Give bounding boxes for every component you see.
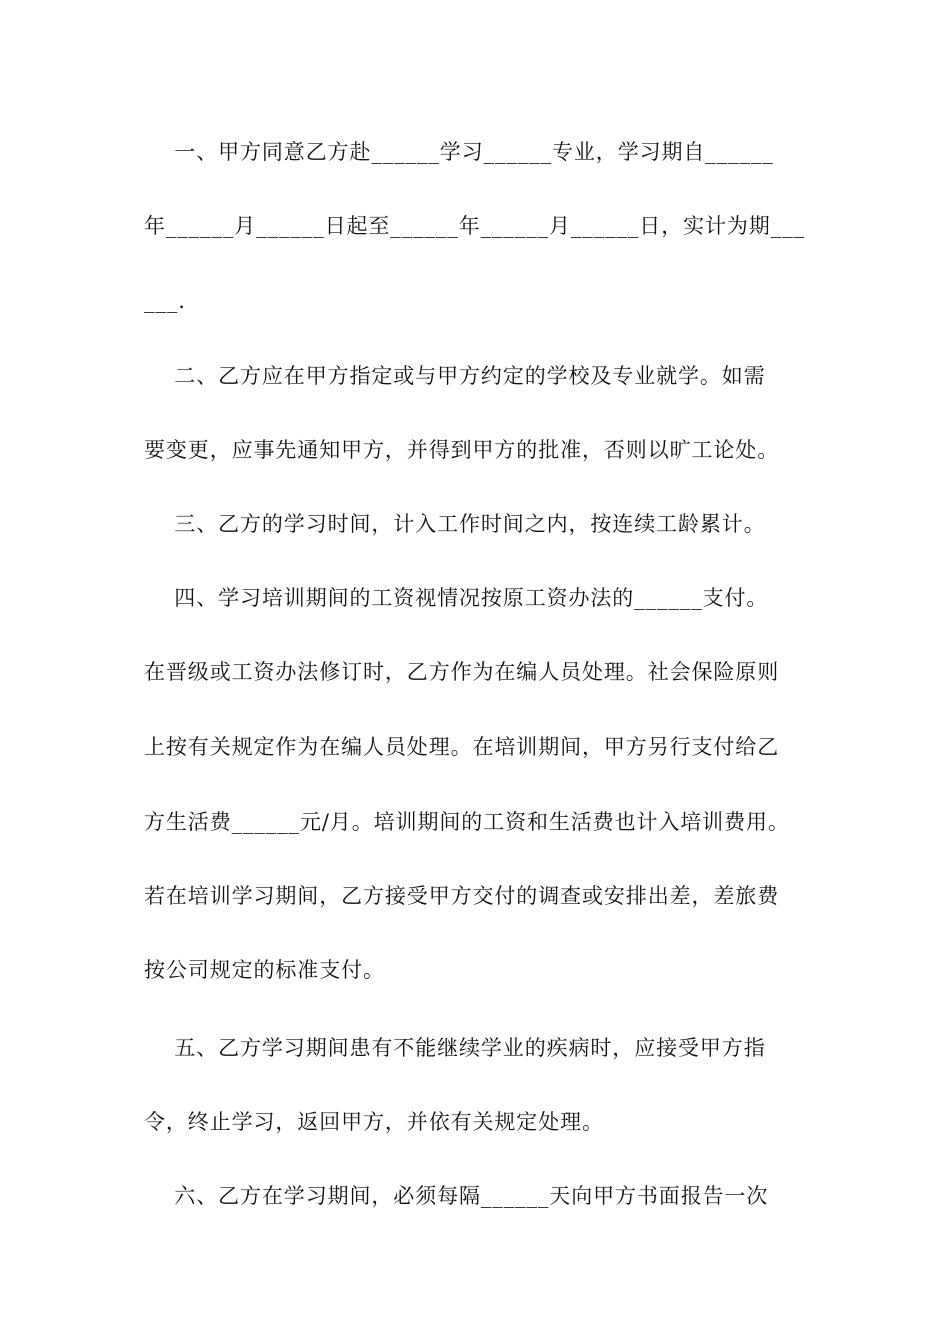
text-line: 一、甲方同意乙方赴______学习______专业，学习期自______ — [144, 140, 774, 164]
text-line: 在晋级或工资办法修订时，乙方作为在编人员处理。社会保险原则 — [144, 660, 780, 684]
text-line: 方生活费______元/月。培训期间的工资和生活费也计入培训费用。 — [144, 810, 790, 834]
text-line: 年______月______日起至______年______月______日，实计为期___ — [144, 214, 805, 238]
text-line: 四、学习培训期间的工资视情况按原工资办法的______支付。 — [144, 586, 769, 610]
text-line: 五、乙方学习期间患有不能继续学业的疾病时，应接受甲方指 — [144, 1036, 766, 1060]
text-line: 上按有关规定作为在编人员处理。在培训期间，甲方另行支付给乙 — [144, 735, 780, 759]
text-line: 六、乙方在学习期间，必须每隔______天向甲方书面报告一次 — [144, 1184, 769, 1208]
text-line: 按公司规定的标准支付。 — [144, 958, 385, 982]
text-line: ___. — [144, 289, 186, 313]
text-line: 二、乙方应在甲方指定或与甲方约定的学校及专业就学。如需 — [144, 364, 766, 388]
text-line: 三、乙方的学习时间，计入工作时间之内，按连续工龄累计。 — [144, 512, 766, 536]
text-line: 令，终止学习，返回甲方，并依有关规定处理。 — [144, 1110, 604, 1134]
text-line: 若在培训学习期间，乙方接受甲方交付的调查或安排出差，差旅费 — [144, 884, 780, 908]
text-line: 要变更，应事先通知甲方，并得到甲方的批准，否则以旷工论处。 — [144, 438, 780, 462]
